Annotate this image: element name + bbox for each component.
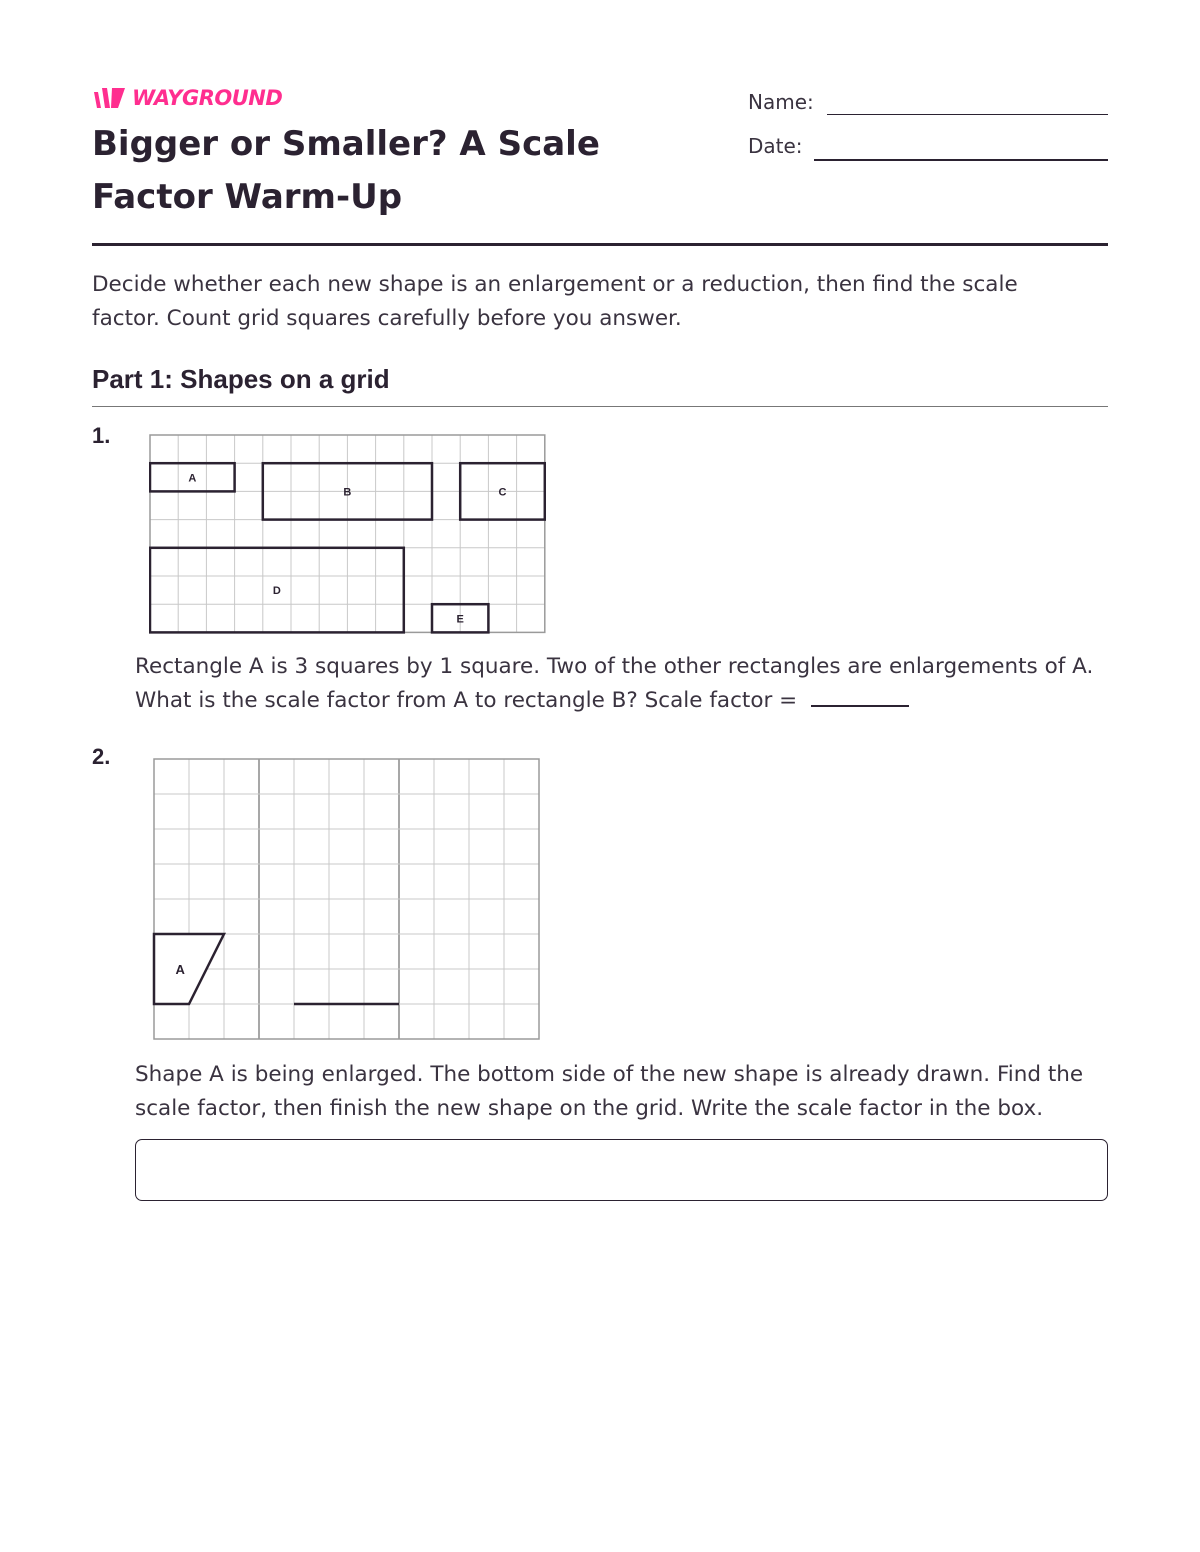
rectangle-c-label: C	[498, 486, 507, 499]
name-field[interactable]	[827, 114, 1108, 115]
shape-a-label: A	[175, 962, 185, 977]
brand-logo	[92, 86, 282, 110]
instructions: Decide whether each new shape is an enlargement or a reduction, then find the scale factor. Count grid squares carefully before you answer.	[92, 272, 1018, 331]
brand-name: WAYGROUND	[132, 86, 283, 110]
page-title: Bigger or Smaller? A Scale Factor Warm-Up	[92, 124, 600, 217]
rectangle-b-label: B	[343, 486, 352, 499]
question-2-number: 2.	[92, 744, 111, 769]
question-1-text	[135, 650, 1105, 718]
wayground-logo-icon	[92, 86, 126, 110]
rectangle-a-label: A	[188, 472, 197, 485]
rectangle-e-label: E	[456, 613, 464, 626]
date-field[interactable]	[814, 159, 1108, 161]
question-2-grid-figure[interactable]	[152, 758, 542, 1042]
section-title: Part 1: Shapes on a grid	[92, 364, 390, 394]
question-1-number: 1.	[92, 423, 111, 448]
name-label: Name:	[748, 90, 814, 114]
question-2-text: Shape A is being enlarged. The bottom side of the new shape is already drawn. Find the scale factor, then finish the new shape on the grid. Write the scale factor in the box.	[135, 1062, 1084, 1121]
rectangle-d-label: D	[272, 585, 281, 598]
question-1-grid-figure	[149, 434, 546, 634]
question-1-prompt: Rectangle A is 3 squares by 1 square. Two of the other rectangles are enlargements of A. What is the scale factor from A to rectangle B? Scale factor =	[135, 654, 1094, 713]
section-divider	[92, 406, 1108, 407]
scale-factor-blank[interactable]	[811, 705, 909, 707]
date-label: Date:	[748, 134, 803, 158]
scale-factor-answer-box[interactable]	[135, 1139, 1108, 1201]
header-divider	[92, 243, 1108, 246]
